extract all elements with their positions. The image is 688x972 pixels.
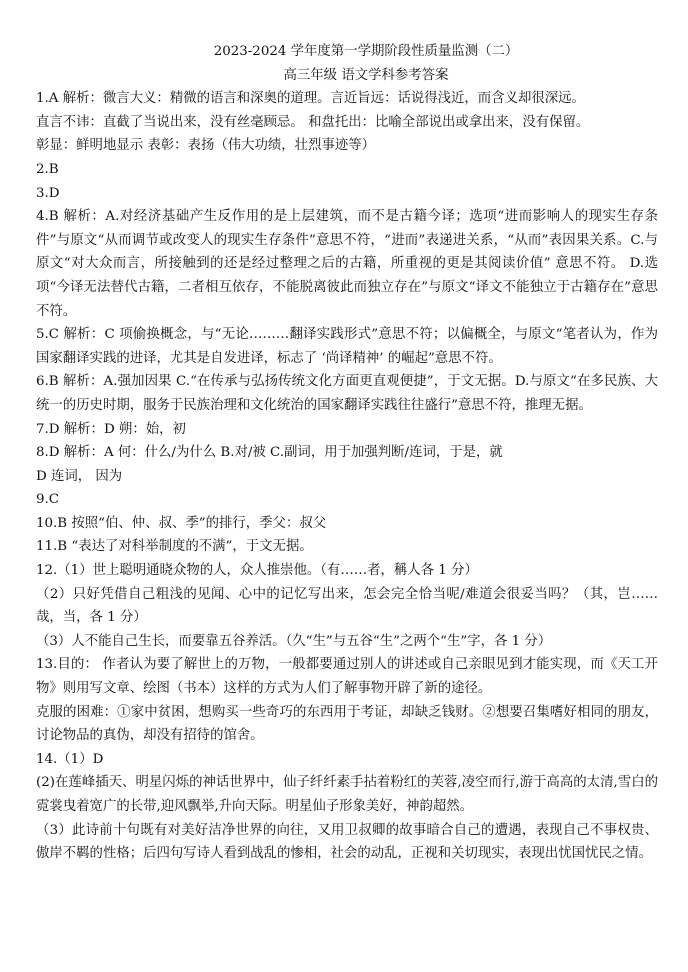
answer-8: 8.D 解析：A 何：什么/为什么 B.对/被 C.副词，用于加强判断/连词，于是，就 [36, 445, 503, 461]
answer-1-continued: 彰显：鲜明地显示 表彰：表扬（伟大功绩，壮烈事迹等） [36, 138, 376, 154]
answer-4: 4.B 解析：A.对经济基础产生反作用的是上层建筑，而不是古籍今译；选项“进而影响人的现实生存条件”与原文“从而调节或改变人的现实生存条件”意思不符，“进而”表递进关系，“从而”表因果关系。C.与原文“对大众而言，所接触到的还是经过整理之后的古籍，所重视的更是其阅读价值” 意思不符。 D.选项“今译无法替代古籍，二者相互依存，不能脱离彼此而独立存在”与原文“译文不能独立于古籍存在”意思不符。 [36, 209, 658, 319]
answer-5: 5.C 解析：C 项偷换概念，与“无论………翻译实践形式”意思不符；以偏概全，与原文“笔者认为，作为国家翻译实践的进译，尤其是自发进译，标志了 ‘尚译精神’ 的崛起”意思不符。 [36, 327, 658, 366]
answer-13-purpose: 13.目的： 作者认为要了解世上的万物，一般都要通过别人的讲述或自己亲眼见到才能实现，而《天工开物》则用写文章、绘图（书本）这样的方式为人们了解事物开辟了新的途径。 [36, 657, 658, 697]
answer-3: 3.D [36, 185, 60, 201]
answer-12-part-3: （3）人不能自己生长，而要靠五谷养活。（久“生”与五谷“生”之两个“生”字，各 1 分） [36, 633, 552, 649]
answer-1-continued: 直言不讳：直截了当说出来，没有丝毫顾忌。 和盘托出：比喻全部说出或拿出来，没有保留。 [36, 114, 590, 130]
answer-12-part-1: 12.（1）世上聪明通晓众物的人，众人推崇他。（有……者，稱人各 1 分） [36, 563, 478, 579]
answer-13-difficulties: 克服的困难：①家中贫困，想购买一些奇巧的东西用于考证，却缺乏钱财。②想要召集嗜好相同的朋友，讨论物品的真伪，却没有招待的馆舍。 [36, 704, 658, 744]
answer-9: 9.C [36, 492, 60, 508]
answer-7: 7.D 解析：D 朔：始，初 [36, 421, 186, 437]
answer-12-part-2: （2）只好凭借自己粗浅的见闻、心中的记忆写出来，怎会完全恰当呢/难道会很妥当吗？（其，岂……哉，当，各 1 分） [36, 586, 658, 626]
answer-11: 11.B “表达了对科举制度的不满”，于文无据。 [36, 539, 313, 555]
answer-2: 2.B [36, 161, 59, 177]
answer-6: 6.B 解析：A.强加因果 C.“在传承与弘扬传统文化方面更直观便捷”，于文无据。D.与原文“在多民族、大统一的历史时期，服务于民族治理和文化统治的国家翻译实践往往盛行”意思不符，推理无据。 [36, 374, 658, 413]
document-title: 2023-2024 学年度第一学期阶段性质量监测（二） [213, 44, 519, 59]
document-subtitle: 高三年级 语文学科参考答案 [283, 67, 449, 83]
answer-8-continued: D 连词， 因为 [36, 468, 123, 484]
answer-14-part-3: （3）此诗前十句既有对美好洁净世界的向往，又用卫叔卿的故事暗合自己的遭遇，表现自己不事权贵、傲岸不羁的性格；后四句写诗人看到战乱的惨相，社会的动乱，正视和关切现实，表现出忧国忧民之情。 [36, 822, 658, 862]
answer-1: 1.A 解析：微言大义：精微的语言和深奥的道理。言近旨远：话说得浅近，而含义却很深远。 [36, 91, 585, 107]
answer-14-part-1: 14.（1）D [36, 751, 104, 767]
answer-14-part-2: (2)在莲峰插天、明星闪烁的神话世界中，仙子纤纤素手拈着粉红的芙蓉,凌空而行,游于高高的太清,雪白的霓裳曳着宽广的长带,迎风飘举,升向天际。明星仙子形象美好，神韵超然。 [36, 775, 658, 814]
answer-10: 10.B 按照“伯、仲、叔、季”的排行，季父：叔父 [36, 515, 327, 531]
